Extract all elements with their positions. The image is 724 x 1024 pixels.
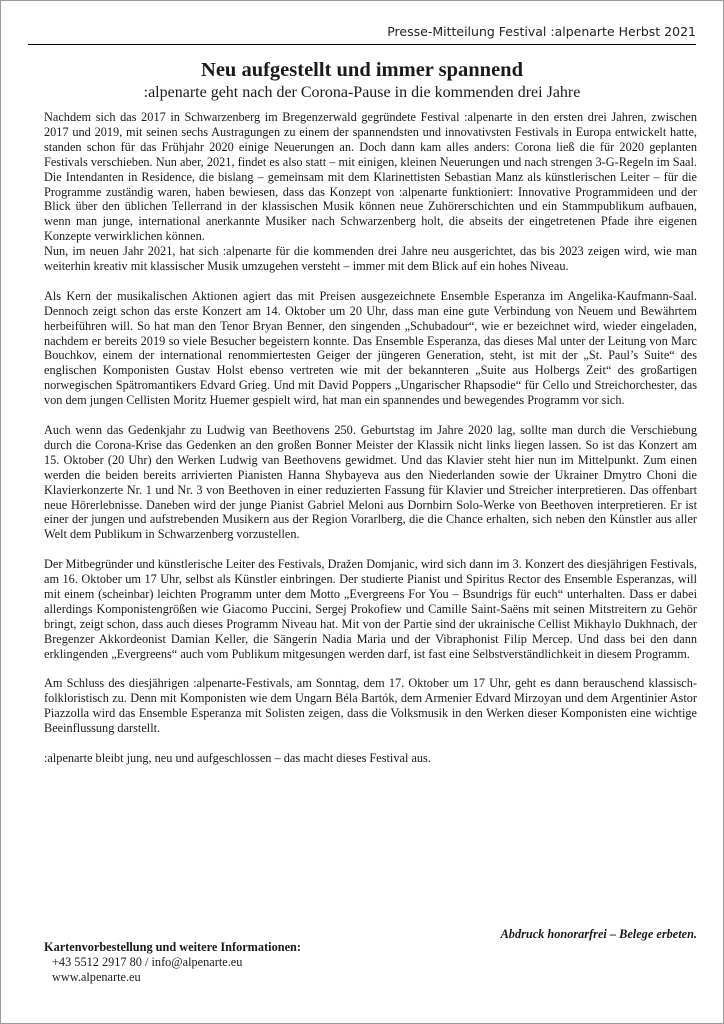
paragraph-first-concert: Als Kern der musikalischen Aktionen agiert das mit Preisen ausgezeichnete Ensemble Esperanza im Angelika-Kaufmann-Saal. Dennoch zeigt schon das erste Konzert am 14. Oktober um 20 Uhr, dass man eine gute Verbindung von Neuem und Bewährtem herbeiführen will. So hat man den Tenor Bryan Benner, den singenden „Schubadour“, wie er bezeichnet wird, wieder eingeladen, nachdem er bereits 2019 so viele Besucher begeistern konnte. Das Ensemble Esperanza, das dieses Mal unter der Leitung von Marc Bouchkov, einem der international renommiertesten Geiger der jüngeren Generation, steht, ist mit der „St. Paul’s Suite“ des englischen Komponisten Gustav Holst ebenso vertreten wie mit der bekannteren „Suite aus Holbergs Zeit“ des großartigen norwegischen Spätromantikers Edvard Grieg. Und mit David Poppers „Ungarischer Rhapsodie“ für Cello und Streichorchester, das von dem jungen Cellisten Moritz Huemer gespielt wird, hat man ein spannendes und bewegendes Programm vor sich. [44,288,697,408]
paragraph-new-year: Nun, im neuen Jahr 2021, hat sich :alpenarte für die kommenden drei Jahre neu ausgerichtet, das bis 2023 zeigen wird, wie man weiterhin kreativ mit klassischer Musik umzugehen versteht – immer mit dem Blick auf ein hohes Niveau. [44,244,697,274]
contact-website: www.alpenarte.eu [52,970,141,984]
article-title: Neu aufgestellt und immer spannend [201,59,523,81]
header-label: Presse-Mitteilung Festival :alpenarte Herbst 2021 [387,24,696,39]
header-rule [28,44,696,45]
article-body [44,110,697,766]
contact-title: Kartenvorbestellung und weitere Informationen: [44,940,301,954]
paragraph-beethoven: Auch wenn das Gedenkjahr zu Ludwig van Beethovens 250. Geburtstag im Jahre 2020 lag, sollte man durch die Verschiebung durch die Corona-Krise das Gedenken an den großen Bonner Meister der Klassik nicht links liegen lassen. So ist das Konzert am 15. Oktober (20 Uhr) den Werken Ludwig van Beethovens gewidmet. Und das Klavier steht hier nun im Mittelpunkt. Zum einen werden die beiden bereits arrivierten Pianisten Hanna Shybayeva aus den Niederlanden sowie der Ukrainer Dmytro Choni die Klavierkonzerte Nr. 1 und Nr. 3 von Beethoven in einer reduzierten Fassung für Klavier und Streicher interpretieren. Das offenbart neue Hörerlebnisse. Daneben wird der junge Pianist Gabriel Meloni aus Dornbirn Solo-Werke von Beethoven interpretieren. Er ist einer der jungen und aufstrebenden Musikern aus der Region Vorarlberg, die die Chance erhalten, sich neben den Künstler aus aller Welt dem Publikum in Schwarzenberg vorzustellen. [44,423,697,542]
title-block [40,58,684,103]
credit-note: Abdruck honorarfrei – Belege erbeten. [500,927,697,941]
contact-block [44,940,301,985]
article-subtitle: :alpenarte geht nach der Corona-Pause in die kommenden drei Jahre [143,84,581,101]
paragraph-finale: Am Schluss des diesjährigen :alpenarte-Festivals, am Sonntag, dem 17. Oktober um 17 Uhr, geht es dann berauschend klassisch-folkloristisch zu. Denn mit Komponisten wie dem Ungarn Béla Bartók, dem Armenier Edvard Mirzoyan und dem Argentinier Astor Piazzolla wird das Ensemble Esperanza mit Solisten zeigen, dass die Volksmusik in den Werken dieser Komponisten eine wichtige Beeinflussung darstellt. [44,676,697,736]
paragraph-intro: Nachdem sich das 2017 in Schwarzenberg im Bregenzerwald gegründete Festival :alpenarte in den ersten drei Jahren, zwischen 2017 und 2019, mit seinen sechs Austragungen zu einem der spannendsten und innovativsten Festivals in Europa entwickelt hatte, standen schon für das Frühjahr 2020 einige Neuerungen an. Doch dann kam alles anders: Corona ließ die für 2020 geplanten Festivals verschieben. Nun aber, 2021, findet es also statt – mit einigen, kleinen Neuerungen und nach strengen 3-G-Regeln im Saal. Die Intendanten in Residence, die bislang – gemeinsam mit dem Klarinettisten Sebastian Manz als künstlerischen Leiter – für die Programme zuständig waren, haben bewiesen, dass das Konzept von :alpenarte funktioniert: Innovative Programmideen und der Blick über den üblichen Tellerrand in der klassischen Musik können neue Zuhörerschichten und ein Stammpublikum aufbauen, wenn man junge, international anerkannte Musiker nach Schwarzenberg holt, die abseits der eingetretenen Pfade ihre eigenen Konzepte verwirklichen können. [44,110,697,244]
paragraph-third-concert: Der Mitbegründer und künstlerische Leiter des Festivals, Dražen Domjanic, wird sich dann im 3. Konzert des diesjährigen Festivals, am 16. Oktober um 17 Uhr, selbst als Künstler einbringen. Der studierte Pianist und Spiritus Rector des Ensemble Esperanzas, will mit einem (scheinbar) leichten Programm unter dem Motto „Evergreens For You – Bsundrigs für euch“ unterhalten. Dass er dabei allerdings Komponistengrößen wie Giacomo Puccini, Sergej Prokofiew und Camille Saint-Saëns mit seinen Mitstreitern zu Gehör bringt, zeigt schon, dass auch dieses Programm Niveau hat. Mit von der Partie sind der ukrainische Cellist Mikhaylo Dukhnach, der Bregenzer Akkordeonist Damian Keller, die Sängerin Nadia Maria und der Vibraphonist Filip Mercep. Und dass bei den dann erklingenden „Evergreens“ auch vom Publikum mitgesungen werden darf, ist fast eine Selbstverständlichkeit in diesem Programm. [44,557,697,661]
contact-phone-email: +43 5512 2917 80 / info@alpenarte.eu [52,955,243,969]
paragraph-closing: :alpenarte bleibt jung, neu und aufgeschlossen – das macht dieses Festival aus. [44,750,431,765]
